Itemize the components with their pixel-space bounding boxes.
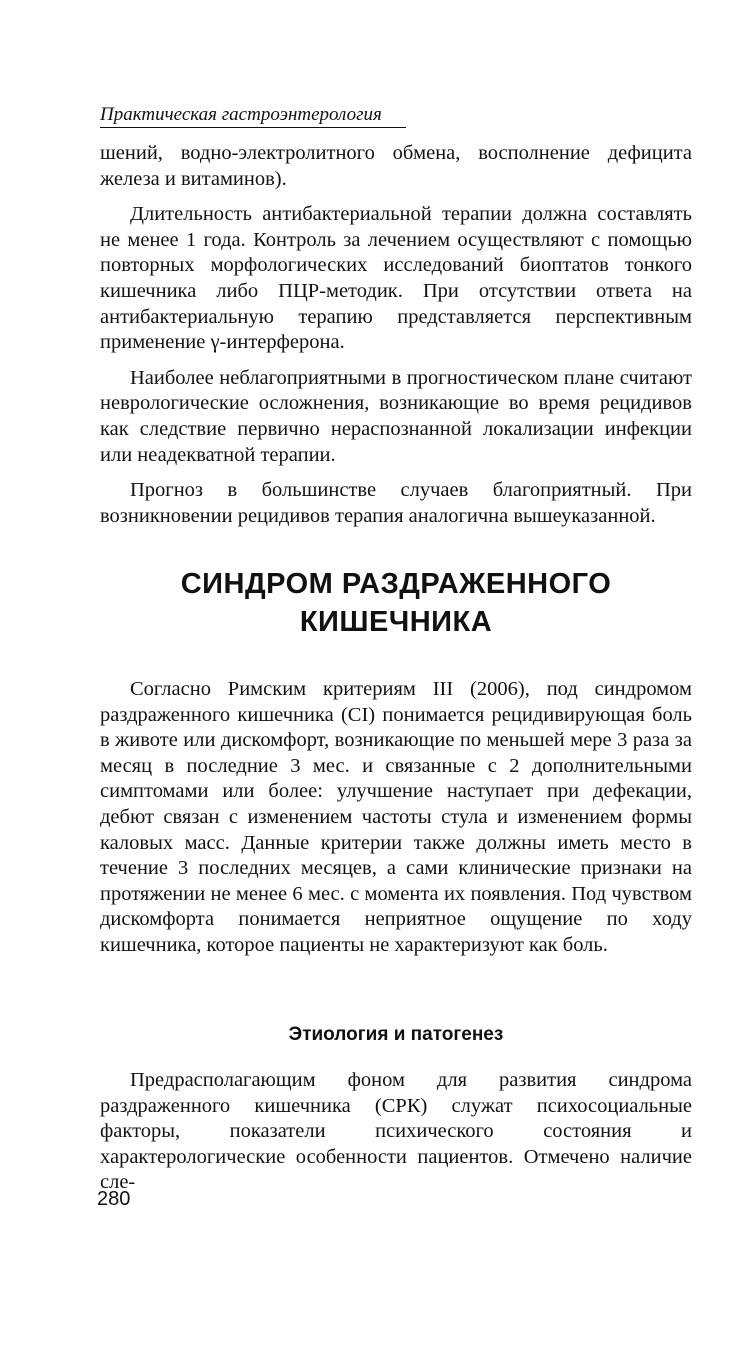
section-title-line-1: СИНДРОМ РАЗДРАЖЕННОГО xyxy=(180,568,612,600)
paragraph-antibacterial-duration: Длительность антибактериальной терапии должна составлять не менее 1 года. Контроль за лечением осуществляют с помощью повторных морфологических исследований биоптатов тонкого кишечника либо ПЦР-методик. При отсутствии ответа на антибактериальную терапию представляется перспективным применение γ-интерферона. xyxy=(100,203,692,354)
paragraph-etiology: Предрасполагающим фоном для развития синдрома раздраженного кишечника (СРК) служат психосоциальные факторы, показатели психического состояния и характерологические особенности пациентов. Отмечено наличие сле- xyxy=(100,1069,692,1194)
subsection-title: Этиология и патогенез xyxy=(288,1024,504,1045)
paragraph-complications: Наиболее неблагоприятными в прогностическом плане считают неврологические осложнения, возникающие во время рецидивов как следствие первично нераспознанной локализации инфекции или неадекватной терапии. xyxy=(100,366,692,466)
paragraph-rome-criteria: Согласно Римским критериям III (2006), под синдромом раздраженного кишечника (СI) понимается рецидивирующая боль в животе или дискомфорт, возникающие по меньшей мере 3 раза за месяц в последние 3 мес. и связанные с 2 дополнительными симптомами или более: улучшение наступает при дефекации, дебют связан с изменением частоты стула и изменением формы каловых масс. Данные критерии также должны иметь место в течение 3 последних месяцев, а сами клинические признаки на протяжении не менее 6 мес. с момента их появления. Под чувством дискомфорта понимается неприятное ощущение по ходу кишечника, которое пациенты не характеризуют как боль. xyxy=(100,678,692,956)
section-title xyxy=(100,565,692,641)
section-title-line-2: КИШЕЧНИКА xyxy=(299,606,493,638)
text-block-top xyxy=(100,141,692,539)
page-number: 280 xyxy=(97,1188,131,1210)
text-block-criteria xyxy=(100,677,692,969)
running-head: Практическая гастроэнтерология xyxy=(100,104,406,128)
paragraph-continuation: шений, водно-электролитного обмена, восполнение дефицита железа и витаминов). xyxy=(100,142,692,190)
paragraph-prognosis: Прогноз в большинстве случаев благоприятный. При возникновении рецидивов терапия аналогична вышеуказанной. xyxy=(100,479,692,527)
text-block-etiology xyxy=(100,1068,692,1206)
